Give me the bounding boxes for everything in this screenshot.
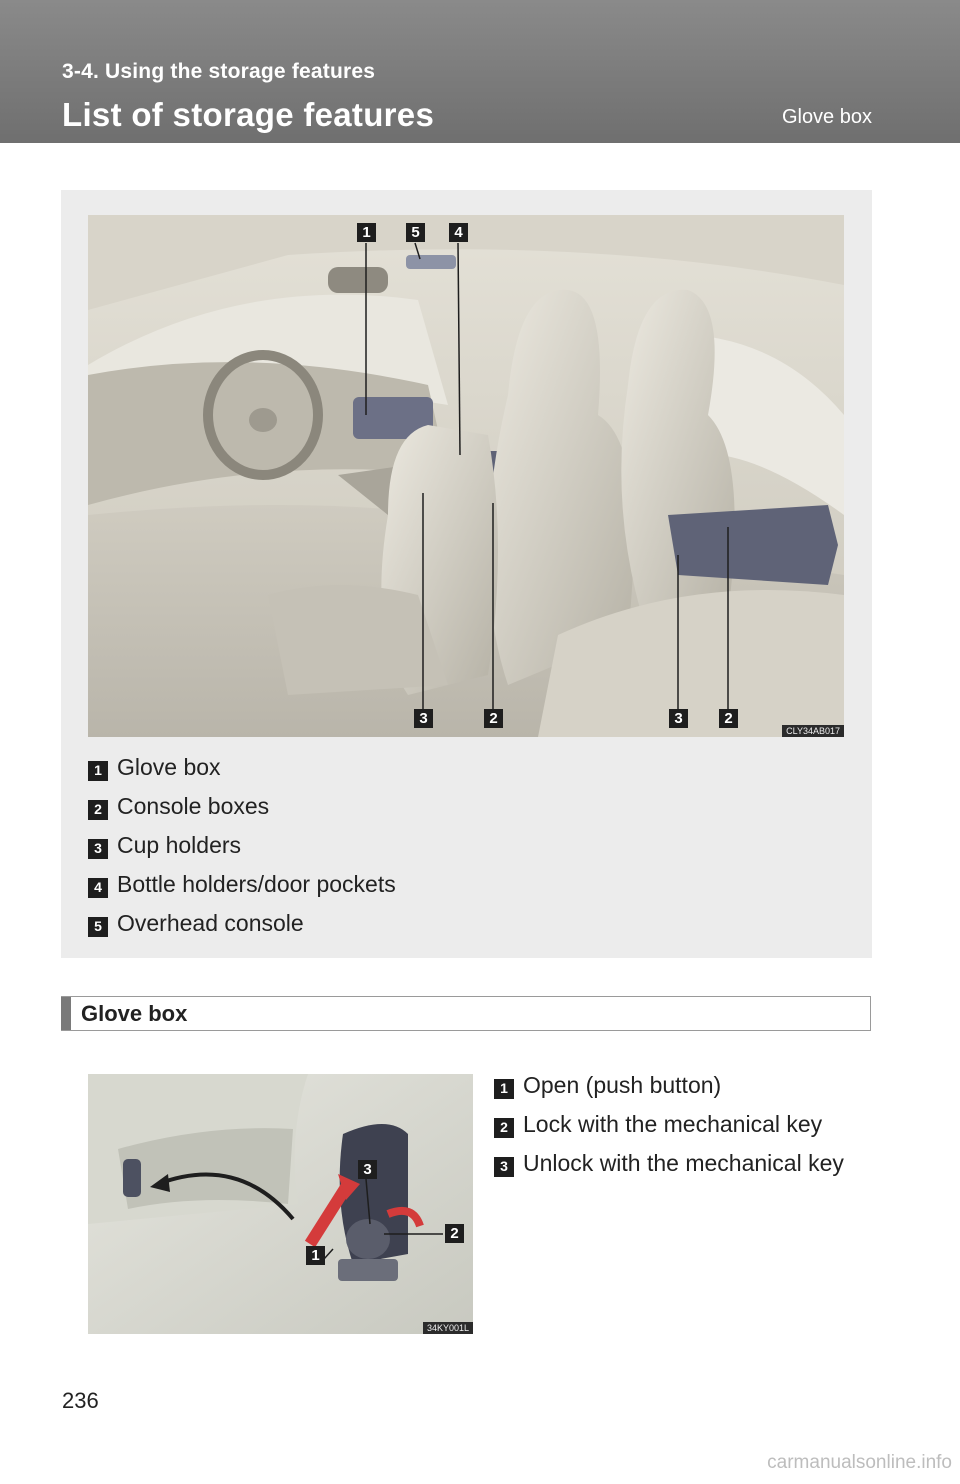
number-badge: 3 [494, 1157, 514, 1177]
image-code: 34KY001L [423, 1322, 473, 1334]
list-item-label: Unlock with the mechanical key [523, 1150, 844, 1176]
glove-box-steps-list [494, 1066, 844, 1183]
callout-2-console-box-rear: 2 [719, 709, 738, 728]
list-item [88, 826, 396, 865]
chapter-heading: 3-4. Using the storage features [62, 60, 376, 83]
image-code: CLY34AB017 [782, 725, 844, 737]
callout-3-unlock: 3 [358, 1160, 377, 1179]
heading-bar [61, 997, 71, 1030]
callout-1-open: 1 [306, 1246, 325, 1265]
number-badge: 1 [494, 1079, 514, 1099]
number-badge: 2 [88, 800, 108, 820]
callout-2-lock: 2 [445, 1224, 464, 1243]
page-number: 236 [62, 1388, 99, 1413]
list-item [88, 904, 396, 943]
callout-1-glove-box: 1 [357, 223, 376, 242]
watermark: carmanualsonline.info [767, 1452, 952, 1473]
number-badge: 3 [88, 839, 108, 859]
page-title: List of storage features [62, 96, 435, 133]
number-badge: 1 [88, 761, 108, 781]
list-item-label: Overhead console [117, 910, 304, 936]
car-interior-illustration [88, 215, 844, 737]
section-heading-glove-box [61, 996, 871, 1031]
list-item [494, 1144, 844, 1183]
glove-box-drawing [88, 1074, 473, 1334]
number-badge: 4 [88, 878, 108, 898]
callout-4-bottle-holders: 4 [449, 223, 468, 242]
section-tag: Glove box [781, 106, 872, 128]
list-item [494, 1066, 844, 1105]
callout-3-cup-holders-front: 3 [414, 709, 433, 728]
callout-2-console-box-front: 2 [484, 709, 503, 728]
list-item-label: Open (push button) [523, 1072, 722, 1098]
list-item-label: Bottle holders/door pockets [117, 871, 396, 897]
list-item-label: Glove box [117, 754, 221, 780]
list-item-label: Cup holders [117, 832, 242, 858]
list-item-label: Console boxes [117, 793, 270, 819]
glove-box-illustration [88, 1074, 473, 1334]
storage-features-list [88, 748, 396, 943]
section-heading-text: Glove box [81, 1001, 188, 1026]
list-item [494, 1105, 844, 1144]
list-item-label: Lock with the mechanical key [523, 1111, 823, 1137]
list-item [88, 748, 396, 787]
callout-5-overhead-console: 5 [406, 223, 425, 242]
list-item [88, 787, 396, 826]
number-badge: 5 [88, 917, 108, 937]
page-header [0, 0, 960, 143]
callout-3-cup-holders-rear: 3 [669, 709, 688, 728]
number-badge: 2 [494, 1118, 514, 1138]
car-interior-drawing [88, 215, 844, 737]
list-item [88, 865, 396, 904]
